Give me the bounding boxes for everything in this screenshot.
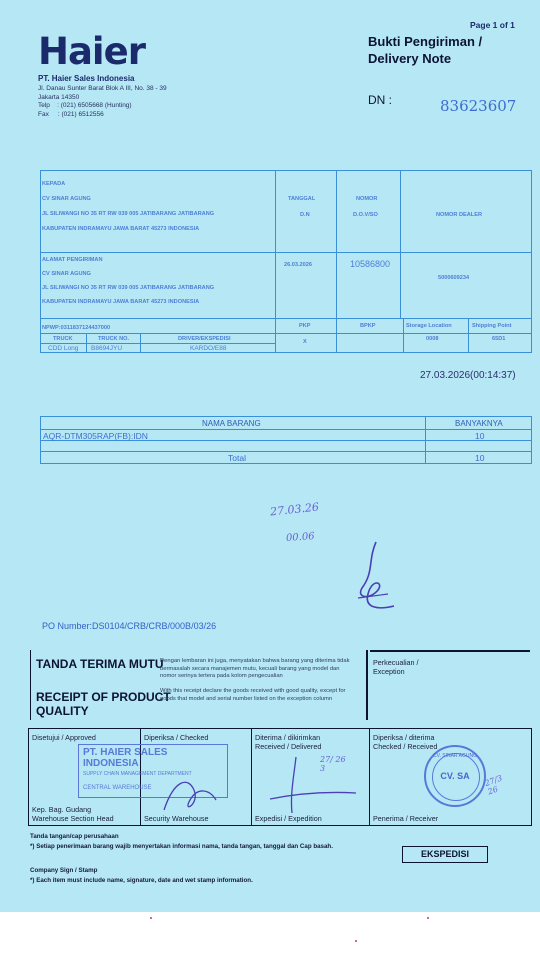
print-timestamp: 27.03.2026(00:14:37) — [420, 370, 516, 381]
truck-label: TRUCK — [53, 336, 73, 342]
divider — [275, 170, 276, 318]
approved-role: Kep. Bag. Gudang Warehouse Section Head — [32, 805, 114, 823]
goods-total-qty: 10 — [475, 453, 485, 463]
shipping-label: Shipping Point — [472, 323, 512, 329]
goods-col-qty: BANYAKNYA — [455, 419, 503, 428]
pkp-label: PKP — [299, 323, 311, 329]
divider — [40, 343, 275, 344]
haier-logo: Haier — [38, 30, 145, 73]
stamp-dept: SUPPLY CHAIN MANAGEMENT DEPARTMENT — [83, 771, 192, 777]
divider — [251, 728, 252, 826]
checked-label: Diperiksa / Checked — [144, 733, 209, 742]
company-sig-id: Tanda tangan/cap perusahaan — [30, 833, 119, 840]
delivered-role: Expedisi / Expedition — [255, 814, 322, 823]
divider — [140, 333, 141, 353]
truck-value: CDD Long — [48, 345, 79, 352]
receipt-title-en: RECEIPT OF PRODUCT QUALITY — [36, 690, 171, 718]
driver-value: KARDO/E88 — [190, 345, 227, 352]
divider — [40, 318, 532, 319]
truck-no-value: B8694JYU — [91, 345, 123, 352]
dealer-label: NOMOR DEALER — [436, 212, 482, 218]
dn-label: DN : — [368, 93, 392, 107]
delivered-label: Diterima / dikirimkan Received / Delivered — [255, 733, 322, 751]
date-value: 26.03.2026 — [284, 262, 312, 268]
divider — [425, 416, 426, 464]
goods-col-name: NAMA BARANG — [202, 419, 261, 428]
npwp: NPWP:0311837124437000 — [42, 325, 111, 331]
checker-signature — [160, 770, 220, 820]
ship-address-2: KABUPATEN INDRAMAYU JAWA BARAT 45273 INDONESIA — [42, 299, 200, 305]
red-speck — [150, 917, 152, 919]
received-role: Penerima / Receiver — [373, 814, 439, 823]
divider — [366, 650, 368, 720]
exception-label: Perkecualian / Exception — [373, 658, 419, 676]
red-speck — [355, 940, 357, 942]
company-address: Jl. Danau Sunter Barat Blok A III, No. 38 - 39 Jakarta 14350 Telp : (021) 6505668 (Hunting) Fax : (021) 6512556 — [38, 85, 167, 118]
po-number: PO Number:DS0104/CRB/CRB/000B/03/26 — [42, 621, 217, 631]
divider — [40, 252, 532, 253]
driver-label: DRIVER/EKSPEDISI — [178, 336, 231, 342]
handwritten-time: 00.06 — [285, 531, 315, 544]
round-stamp-center: CV. SA — [440, 771, 470, 781]
divider — [40, 333, 532, 334]
red-speck — [427, 917, 429, 919]
goods-item-name: AQR-DTM305RAP(FB):IDN — [43, 431, 148, 441]
handwritten-date: 27.03.26 — [269, 500, 320, 519]
receipt-title-id: TANDA TERIMA MUTU — [36, 657, 164, 671]
pkp-value: X — [303, 339, 307, 345]
customer-address-1: JL SILIWANGI NO 35 RT RW 039 005 JATIBARANG JATIBARANG — [42, 211, 215, 217]
checked-role: Security Warehouse — [144, 814, 209, 823]
note-en: *) Each item must include name, signature, date and wet stamp information. — [30, 877, 253, 884]
company-name: PT. Haier Sales Indonesia — [38, 74, 135, 83]
nomor-label: NOMOR — [356, 196, 378, 202]
tanggal-label: TANGGAL — [288, 196, 316, 202]
ship-label: ALAMAT PENGIRIMAN — [42, 257, 103, 263]
copy-label-box: EKSPEDISI — [402, 846, 488, 863]
divider — [369, 728, 370, 826]
ship-name: CV SINAR AGUNG — [42, 271, 91, 277]
stamp-company: PT. HAIER SALES INDONESIA — [83, 747, 168, 769]
approved-label: Disetujui / Approved — [32, 733, 96, 742]
divider — [275, 318, 276, 353]
nomor-value: 10586800 — [350, 259, 391, 269]
receipt-text-en: With this receipt declare the goods received with good quality, except for goods that model and serial number listed on the exception column — [160, 688, 346, 702]
goods-item-qty: 10 — [475, 431, 485, 441]
expedition-handwritten-date: 27/ 26 3 — [320, 755, 346, 773]
tanggal-sub: D.N — [300, 212, 310, 218]
bpkp-label: BPKP — [360, 323, 376, 329]
receiver-handwritten-date: 27/3 26 — [483, 773, 504, 797]
customer-address-2: KABUPATEN INDRAMAYU JAWA BARAT 45273 INDONESIA — [42, 226, 200, 232]
divider — [400, 170, 401, 318]
kepada-label: KEPADA — [42, 181, 66, 187]
round-stamp-ring: CV. SINAR AGUNG — [433, 753, 477, 759]
truck-no-label: TRUCK NO. — [98, 336, 130, 342]
storage-value: 0008 — [426, 336, 439, 342]
ship-address-1: JL SILIWANGI NO 35 RT RW 039 005 JATIBARANG JATIBARANG — [42, 285, 215, 291]
document-title: Bukti Pengiriman / Delivery Note — [368, 34, 483, 66]
divider — [336, 170, 337, 318]
storage-label: Storage Location — [406, 323, 452, 329]
checked-received-label: Diperiksa / diterima Checked / Received — [373, 733, 438, 751]
divider — [336, 318, 337, 353]
stamp-warehouse: CENTRAL WAREHOUSE — [83, 785, 152, 791]
page-indicator: Page 1 of 1 — [470, 20, 515, 30]
divider — [403, 318, 404, 353]
divider — [40, 429, 532, 430]
receipt-text-id: Dengan lembaran ini juga, menyatakan bahwa barang yang diterima tidak bermasalah secara manajemen mutu, kecuali barang yang model dan nomor serinya tertera pada kolom pengecualian — [160, 658, 350, 679]
company-sig-en: Company Sign / Stamp — [30, 867, 98, 874]
divider — [40, 451, 532, 452]
dn-number: 83623607 — [440, 97, 517, 115]
customer-name: CV SINAR AGUNG — [42, 196, 91, 202]
nomor-sub: D.O.V/SO — [353, 212, 378, 218]
round-company-stamp — [424, 745, 486, 807]
goods-total-label: Total — [228, 453, 246, 463]
divider — [86, 333, 87, 353]
shipping-value: 65D1 — [492, 336, 506, 342]
note-id: *) Setiap penerimaan barang wajib menyertakan informasi nama, tanda tangan, tanggal dan Cap basah. — [30, 843, 333, 850]
signature-scribble — [348, 538, 404, 616]
dealer-value: 5000609234 — [438, 275, 470, 281]
divider — [468, 318, 469, 353]
divider — [370, 650, 530, 652]
